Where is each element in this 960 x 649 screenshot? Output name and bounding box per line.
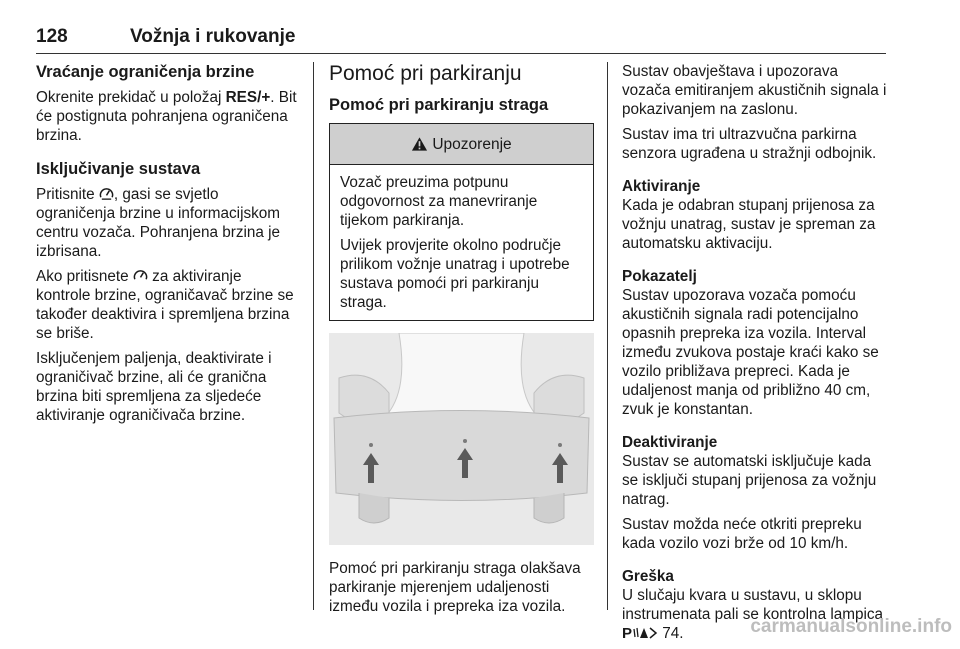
- fault-text: U slučaju kvara u sustavu, u sklopu instrumenata pali se kontrolna lampica: [622, 587, 884, 623]
- warning-text-2: Uvijek provjerite okolno područje prilikom vožnje unatrag i upotrebe sustava pomoći pri parkiranju straga.: [340, 237, 570, 311]
- column-left: [36, 62, 298, 431]
- text: , gasi se svjetlo ograničenja brzine u informacijskom centru vozača. Pohranjena brzina je izbrisana.: [36, 186, 281, 260]
- subsection-heading: Pomoć pri parkiranju straga: [329, 96, 549, 114]
- activation-heading: Aktiviranje: [622, 178, 701, 195]
- restore-paragraph: [36, 88, 298, 145]
- warning-box: [329, 123, 594, 321]
- watermark: carmanualsonline.info: [750, 616, 952, 637]
- text: Ako pritisnete: [36, 268, 133, 285]
- header-rule: [36, 53, 886, 54]
- fault-heading: Greška: [622, 568, 674, 585]
- text: Pritisnite: [36, 186, 99, 203]
- warning-body: [330, 165, 593, 320]
- deactivation-text: Sustav se automatski isključuje kada se isključi stupanj prijenosa za vožnju natrag.: [622, 453, 877, 508]
- text: . Bit će postignuta pohranjena ograničena brzina.: [36, 89, 297, 144]
- warning-title: Upozorenje: [432, 135, 512, 153]
- chapter-title: Vožnja i rukovanje: [130, 26, 296, 47]
- fault-page: 74.: [658, 625, 684, 642]
- column-middle: [329, 62, 594, 622]
- parking-assist-icon: [622, 625, 648, 640]
- rear-bumper-illustration: [329, 333, 594, 545]
- svg-text:P: P: [622, 625, 633, 640]
- deactivation-block: [622, 433, 888, 509]
- column-divider: [313, 62, 314, 610]
- activation-block: [622, 177, 888, 253]
- deactivation-paragraph-2: Sustav možda neće otkriti prepreku kada vozilo vozi brže od 10 km/h.: [622, 516, 862, 552]
- speed-limiter-icon: [99, 186, 114, 201]
- page-number: 128: [36, 26, 68, 47]
- warning-text-1: Vozač preuzima potpunu odgovornost za manevriranje tijekom parkiranja.: [340, 174, 538, 229]
- intro-paragraph-1: Sustav obavještava i upozorava vozača emitiranjem akustičnih signala i pokazivanjem na zaslonu.: [622, 63, 887, 118]
- indicator-text: Sustav upozorava vozača pomoću akustičnih signala radi potencijalno opasnih prepreka iza vozila. Interval između zvukova postaje kraći kako se vozilo približava prepreci. Kada je udaljenost manja od približno 40 cm, zvuk je konstantan.: [622, 287, 879, 418]
- off-paragraph-3: Isključenjem paljenja, deaktivirate i ograničivač brzine, ali će granična brzina biti spremljena za sljedeće aktiviranje ograničivača brzine.: [36, 350, 272, 424]
- off-paragraph-2: [36, 267, 298, 343]
- warning-header: [330, 124, 593, 165]
- cruise-control-icon: [133, 268, 148, 283]
- off-paragraph-1: [36, 185, 298, 261]
- restore-heading: Vraćanje ograničenja brzine: [36, 63, 255, 81]
- intro-paragraph-2: Sustav ima tri ultrazvučna parkirna senzora ugrađena u stražnji odbojnik.: [622, 126, 877, 162]
- activation-text: Kada je odabran stupanj prijenosa za vožnju unatrag, sustav je spreman za automatsku aktivaciju.: [622, 197, 876, 252]
- indicator-block: [622, 267, 888, 419]
- indicator-heading: Pokazatelj: [622, 268, 697, 285]
- column-divider: [607, 62, 608, 610]
- illustration-caption: Pomoć pri parkiranju straga olakšava parkiranje mjerenjem udaljenosti između vozila i prepreka iza vozila.: [329, 560, 581, 615]
- off-heading: Isključivanje sustava: [36, 160, 201, 178]
- section-heading: Pomoć pri parkiranju: [329, 62, 522, 85]
- column-right: [622, 62, 888, 649]
- deactivation-heading: Deaktiviranje: [622, 434, 718, 451]
- text: Okrenite prekidač u položaj: [36, 89, 226, 106]
- res-label: RES/+: [225, 89, 271, 106]
- page-header: [36, 26, 886, 52]
- text: za aktiviranje kontrole brzine, ograničavač brzine se također deaktivira i spremljena brzina se briše.: [36, 268, 294, 342]
- warning-icon: [411, 136, 428, 152]
- page-reference-icon: [648, 626, 658, 640]
